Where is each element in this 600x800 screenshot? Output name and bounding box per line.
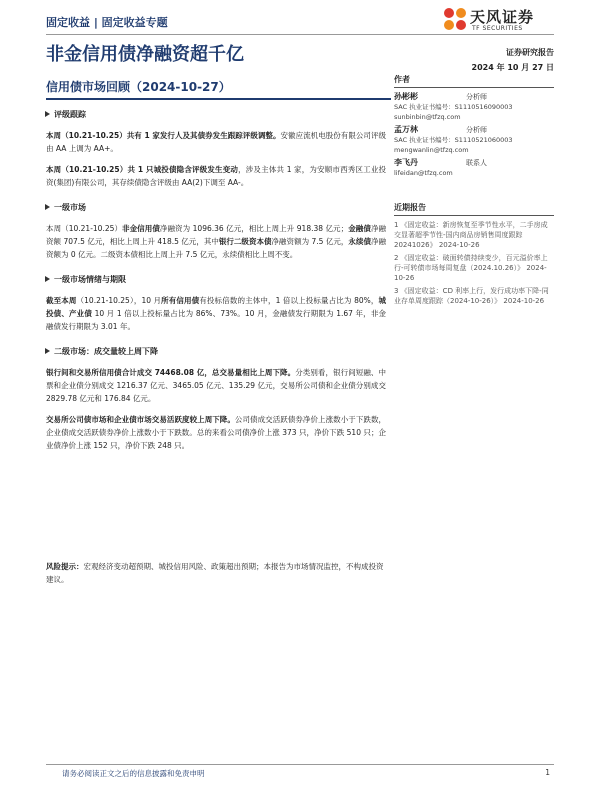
text-run: 净融资额为 7.5 亿元， bbox=[271, 237, 349, 246]
related-report-item[interactable]: 3 《固定收益：CD 利率上行，发行成功率下降-同业存单周度跟踪（2024-10-26）》 2024-10-26 bbox=[394, 287, 549, 305]
text-run: 10 月 1 倍以上投标量占比为 86%、73%。10 月，金融债发行期限为 1.67 年，非金融债发行期限为 3.01 年。 bbox=[46, 309, 387, 331]
author-role: 分析师 bbox=[466, 93, 487, 101]
report-date: 2024 年 10 月 27 日 bbox=[471, 63, 554, 72]
author-name: 李飞丹 bbox=[394, 158, 418, 167]
related-reports-list bbox=[394, 220, 554, 306]
author-entry bbox=[394, 158, 554, 178]
related-report-item[interactable]: 2 《固定收益：破面转债持续变少，百元溢价率上行-可转债市场每周复盘（2024.10.26）》 2024-10-26 bbox=[394, 254, 548, 282]
risk-note bbox=[46, 560, 386, 586]
text-run: ，涉及主体共 1 家，为安顺市西秀区工业投资(集团)有限公司，其存续债隐含评级由 AA(2)下调至 AA-。 bbox=[46, 165, 387, 187]
section-paragraph bbox=[46, 222, 386, 261]
text-run: 城投债、产业债 bbox=[46, 296, 387, 318]
author-email[interactable]: sunbinbin@tfzq.com bbox=[394, 113, 461, 121]
author-email[interactable]: mengwanlin@tfzq.com bbox=[394, 146, 469, 154]
section-paragraph bbox=[46, 413, 386, 452]
related-report-item[interactable]: 1 《固定收益：新房恢复至季节性水平，二手房成交显著超季节性-国内商品房销售周度跟踪 20241026》 2024-10-26 bbox=[394, 221, 548, 249]
section-heading: 一级市场 bbox=[46, 201, 386, 214]
text-run: 银行间和交易所信用债合计成交 74468.08 亿，总交易量相比上周下降。 bbox=[46, 368, 296, 377]
authors-list bbox=[394, 92, 554, 178]
author-entry bbox=[394, 125, 554, 155]
company-logo bbox=[442, 4, 554, 36]
section-paragraph bbox=[46, 366, 386, 405]
author-sac: SAC 执业证书编号：S1110516090003 bbox=[394, 103, 513, 111]
text-run: 截至本周 bbox=[46, 296, 77, 305]
text-run: 公司债成交活跃债券净价上涨数小于下跌数，企业债成交活跃债券净价上涨数小于下跌数。总的来看公司债净价上涨 373 只，净价下跌 510 只；企业债净价上涨 152 只，净价下跌 248 只。 bbox=[46, 415, 387, 450]
section-heading: 评级跟踪 bbox=[46, 108, 386, 121]
text-run: 金融债 bbox=[348, 224, 371, 233]
author-name: 孟万林 bbox=[394, 125, 418, 134]
header-category: 固定收益 | 固定收益专题 bbox=[46, 16, 168, 29]
text-run: 所有信用债 bbox=[161, 296, 200, 305]
text-run: 安徽应流机电股份有限公司评级由 AA 上调为 AA+。 bbox=[46, 131, 386, 153]
author-email[interactable]: lifeidan@tfzq.com bbox=[394, 169, 453, 177]
section-heading: 二级市场：成交量较上周下降 bbox=[46, 345, 386, 358]
section-paragraph bbox=[46, 294, 386, 333]
subtitle-divider bbox=[46, 98, 391, 100]
text-run: 本周（10.21-10.25）共 1 只城投债隐含评级发生变动 bbox=[46, 165, 239, 174]
author-sac: SAC 执业证书编号：S1110521060003 bbox=[394, 136, 513, 144]
main-content bbox=[46, 106, 386, 452]
related-heading: 近期报告 bbox=[394, 203, 554, 216]
text-run: 净融资额 707.5 亿元，相比上周上升 418.5 亿元，其中 bbox=[46, 224, 387, 246]
author-role: 联系人 bbox=[466, 159, 487, 167]
section-paragraph bbox=[46, 129, 386, 155]
report-type: 证券研究报告 bbox=[506, 48, 554, 57]
logo-subtext: TF SECURITIES bbox=[472, 25, 523, 32]
page-number: 1 bbox=[545, 768, 550, 777]
risk-text: 宏观经济变动超预期、城投信用风险、政策超出预期；本报告为市场情况监控，不构成投资建议。 bbox=[46, 562, 384, 584]
author-entry bbox=[394, 92, 554, 122]
text-run: 分类别看，银行间短融、中票和企业债分别成交 1216.37 亿元、3465.05 亿元、135.29 亿元，交易所公司债和企业债分别成交 2829.78 亿元和 176.84 亿元。 bbox=[46, 368, 386, 403]
text-run: 本周（10.21-10.25）共有 1 家发行人及其债券发生跟踪评级调整。 bbox=[46, 131, 281, 140]
author-name: 孙彬彬 bbox=[394, 92, 418, 101]
author-role: 分析师 bbox=[466, 126, 487, 134]
text-run: 永续债 bbox=[348, 237, 371, 246]
text-run: 净融资额为 0 亿元。二级资本债相比上周上升 7.5 亿元，永续债相比上周不变。 bbox=[46, 237, 387, 259]
text-run: 银行二级资本债 bbox=[218, 237, 272, 246]
sidebar bbox=[394, 75, 554, 309]
text-run: （10.21-10.25），10 月 bbox=[76, 296, 162, 305]
text-run: 本周（10.21-10.25） bbox=[46, 224, 123, 233]
text-run: 有投标倍数的主体中，1 倍以上投标量占比为 80%， bbox=[199, 296, 379, 305]
section-paragraph bbox=[46, 163, 386, 189]
authors-heading: 作者 bbox=[394, 75, 554, 88]
text-run: 非金信用债 bbox=[122, 224, 160, 233]
logo-mark-icon bbox=[442, 6, 468, 32]
text-run: 净融资为 1096.36 亿元，相比上周上升 918.38 亿元； bbox=[159, 224, 349, 233]
report-title: 非金信用债净融资超千亿 bbox=[46, 44, 244, 65]
footer-divider bbox=[46, 764, 554, 765]
footer-disclaimer: 请务必阅读正文之后的信息披露和免责申明 bbox=[62, 769, 205, 778]
report-subtitle: 信用债市场回顾（2024-10-27） bbox=[46, 80, 231, 94]
text-run: 交易所公司债市场和企业债市场交易活跃度较上周下降。 bbox=[46, 415, 235, 424]
risk-label: 风险提示： bbox=[46, 562, 84, 571]
section-heading: 一级市场情绪与期限 bbox=[46, 273, 386, 286]
logo-text: 天风证券 bbox=[470, 8, 535, 26]
